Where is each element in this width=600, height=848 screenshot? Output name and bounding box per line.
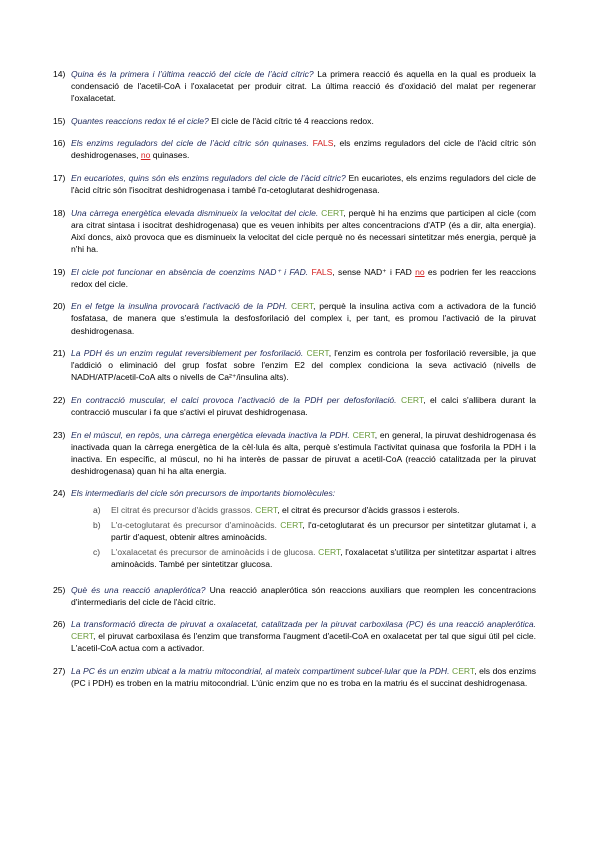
sub-letter: b) — [93, 519, 101, 530]
answer-text: , perquè la insulina activa com a activadora de la funció fosfatasa, de manera que s'estimula la desfosforilació del complex i, per tant, es promou l'activació de la piruvat deshidrogenasa. — [71, 301, 537, 336]
question-text: La PC és un enzim ubicat a la matriu mitocondrial, al mateix compartiment subcel·lular que la PDH. — [71, 665, 450, 676]
question-text: Quantes reaccions redox té el cicle? — [71, 115, 209, 126]
question-text: En contracció muscular, el calci provoca l’activació de la PDH per defosforilació. — [71, 394, 397, 405]
sub-item — [93, 504, 536, 516]
answer-text: En eucariotes, els enzims reguladors del cicle de l'àcid cítric són l'isocitrat deshidrogenasa i també l'α-cetoglutarat deshidrogenasa. — [71, 173, 536, 196]
question-text: Què és una reacció anaplerótica? — [71, 584, 206, 595]
verdict-label: CERT — [321, 207, 344, 218]
verdict-label: CERT — [255, 504, 278, 515]
verdict-label: CERT — [280, 519, 303, 530]
sub-item — [93, 519, 536, 543]
question-number: 22) — [53, 394, 66, 405]
answer-text: , l'α-cetoglutarat és un precursor per sintetitzar glutamat i, a partir d'aquest, obtenir altres aminoàcids. — [111, 519, 536, 542]
verdict-label: FALS — [311, 266, 333, 277]
question-text: En eucariotes, quins són els enzims reguladors del cicle de l’àcid cítric? — [71, 173, 346, 184]
answer-text: , sense NAD⁺ i FAD — [332, 266, 416, 277]
question-text: Quina és la primera i l’última reacció del cicle de l’àcid cítric? — [71, 69, 314, 79]
verdict-label: CERT — [318, 546, 341, 557]
question-item — [53, 394, 536, 418]
question-item — [53, 172, 536, 196]
question-number: 25) — [53, 584, 66, 595]
question-number: 26) — [53, 619, 66, 630]
verdict-label: CERT — [352, 429, 375, 440]
answer-text: , en general, la piruvat deshidrogenasa és inactivada quan la càrrega energètica de la cèl·lula és alta, perquè s'estimula l'activitat quinasa que fosforila la PDH i la inactiva. En específic, al múscul, no hi ha interès de passar de piruvat a acetil-CoA (reacció catalitzada per la piruvat deshidrogenasa) quan hi ha alta energia. — [71, 429, 536, 476]
question-number: 27) — [53, 665, 66, 676]
answer-text: , l'enzim es controla per fosforilació reversible, ja que l'addició o eliminació del grup fosfat sobre l'enzim E2 del complex condiciona la seva activació (nivells de NADH/ATP/acetil-CoA alts o nivells de Ca²⁺/insulina alts). — [71, 348, 537, 383]
question-item — [53, 429, 536, 477]
question-item — [53, 68, 536, 104]
question-number: 23) — [53, 429, 66, 440]
question-number: 20) — [53, 301, 66, 312]
sub-letter: a) — [93, 504, 101, 515]
answer-text: , perquè hi ha enzims que participen al cicle (com ara citrat sintasa i isocitrat deshidrogenasa) que es veuen inhibits per altes concentracions d'ATP (és a dir, alta energia). Així doncs, això provoca que es disminueix la velocitat del cicle perquè no és necessari sintetitzar més energia, perquè ja n'hi ha. — [71, 207, 537, 255]
verdict-label: CERT — [306, 348, 329, 359]
sub-list — [71, 504, 536, 570]
answer-text: , el calci s'allibera durant la contracció muscular i fa que s'activi el piruvat deshidrogenasa. — [71, 394, 536, 417]
question-text: Els intermediaris del cicle són precursors de importants biomolècules: — [71, 488, 336, 499]
answer-text-end: quinases. — [150, 150, 190, 161]
question-text: La PDH és un enzim regulat reversiblement per fosforilació. — [71, 348, 304, 359]
question-text: La transformació directa de piruvat a oxalacetat, catalitzada per la piruvat carboxilasa (PC) és una reacció anaplerótica. — [71, 619, 536, 630]
answer-text: Una reacció anaplerótica són reaccions auxiliars que reomplen les concentracions d'intermediaris del cicle de l'àcid cítric. — [71, 584, 536, 607]
answer-text: La primera reacció és aquella en la qual es produeix la condensació de l'acetil-CoA i l'oxalacetat per produir citrat. La última reacció és d'oxidació del malat per regenerar l'oxalacetat. — [71, 69, 536, 104]
verdict-label: CERT — [452, 665, 475, 676]
sub-statement: L'α-cetoglutarat és precursor d'aminoàcids. — [111, 519, 277, 530]
question-number: 15) — [53, 115, 66, 126]
question-text: En el múscul, en repòs, una càrrega energètica elevada inactiva la PDH. — [71, 429, 350, 440]
answer-text: El cicle de l'àcid cítric té 4 reaccions redox. — [208, 115, 374, 126]
question-number: 16) — [53, 138, 66, 149]
question-item — [53, 665, 536, 689]
emphasis-no: no — [140, 150, 151, 161]
sub-statement: El citrat és precursor d'àcids grassos. — [111, 504, 253, 515]
question-number: 18) — [53, 207, 66, 218]
answer-text: , els enzims reguladors del cicle de l'àcid cítric són deshidrogenases, — [71, 138, 536, 161]
emphasis-no: no — [415, 266, 425, 277]
sub-statement: L'oxalacetat és precursor de aminoàcids i de glucosa. — [111, 546, 316, 557]
verdict-label: CERT — [291, 301, 314, 312]
answer-text: , el piruvat carboxilasa és l'enzim que transforma l'augment d'acetil-CoA en oxalacetat per tal que sigui útil pel cicle. L'acetil-CoA actua com a activador. — [71, 631, 536, 654]
answer-text: , el citrat és precursor d'àcids grassos i esterols. — [277, 504, 460, 515]
question-number: 19) — [53, 266, 66, 277]
question-item — [53, 266, 536, 290]
question-item — [53, 347, 536, 383]
question-number: 24) — [53, 488, 66, 499]
verdict-label: FALS — [312, 138, 334, 149]
question-number: 14) — [53, 69, 66, 79]
question-number: 17) — [53, 173, 66, 184]
verdict-label: CERT — [71, 631, 94, 642]
question-item — [53, 207, 536, 255]
question-text: En el fetge la insulina provocarà l’activació de la PDH. — [71, 301, 288, 312]
question-text: El cicle pot funcionar en absència de coenzims NAD⁺ i FAD. — [71, 266, 309, 277]
sub-item — [93, 546, 536, 570]
question-text: Els enzims reguladors del cicle de l’àcid cítric són quinases. — [71, 138, 309, 149]
sub-letter: c) — [93, 546, 101, 557]
question-number: 21) — [53, 348, 66, 359]
question-item — [53, 137, 536, 161]
answer-text: , els dos enzims (PC i PDH) es troben en la matriu mitocondrial. L'únic enzim que no es troba en la matriu és el succinat deshidrogenasa. — [71, 665, 536, 689]
question-item — [53, 115, 536, 127]
question-item — [53, 300, 536, 336]
question-item — [53, 584, 536, 608]
answer-text-end: es podrien fer les reaccions redox del cicle. — [71, 266, 537, 289]
question-text: Una càrrega energètica elevada disminueix la velocitat del cicle. — [71, 207, 319, 218]
question-item — [53, 618, 536, 654]
question-item — [53, 487, 536, 573]
verdict-label: CERT — [401, 394, 424, 405]
answer-text: , l'oxalacetat s'utilitza per sintetitzar aspartat i altres aminoàcids. També per sintetitzar glucosa. — [111, 546, 537, 569]
